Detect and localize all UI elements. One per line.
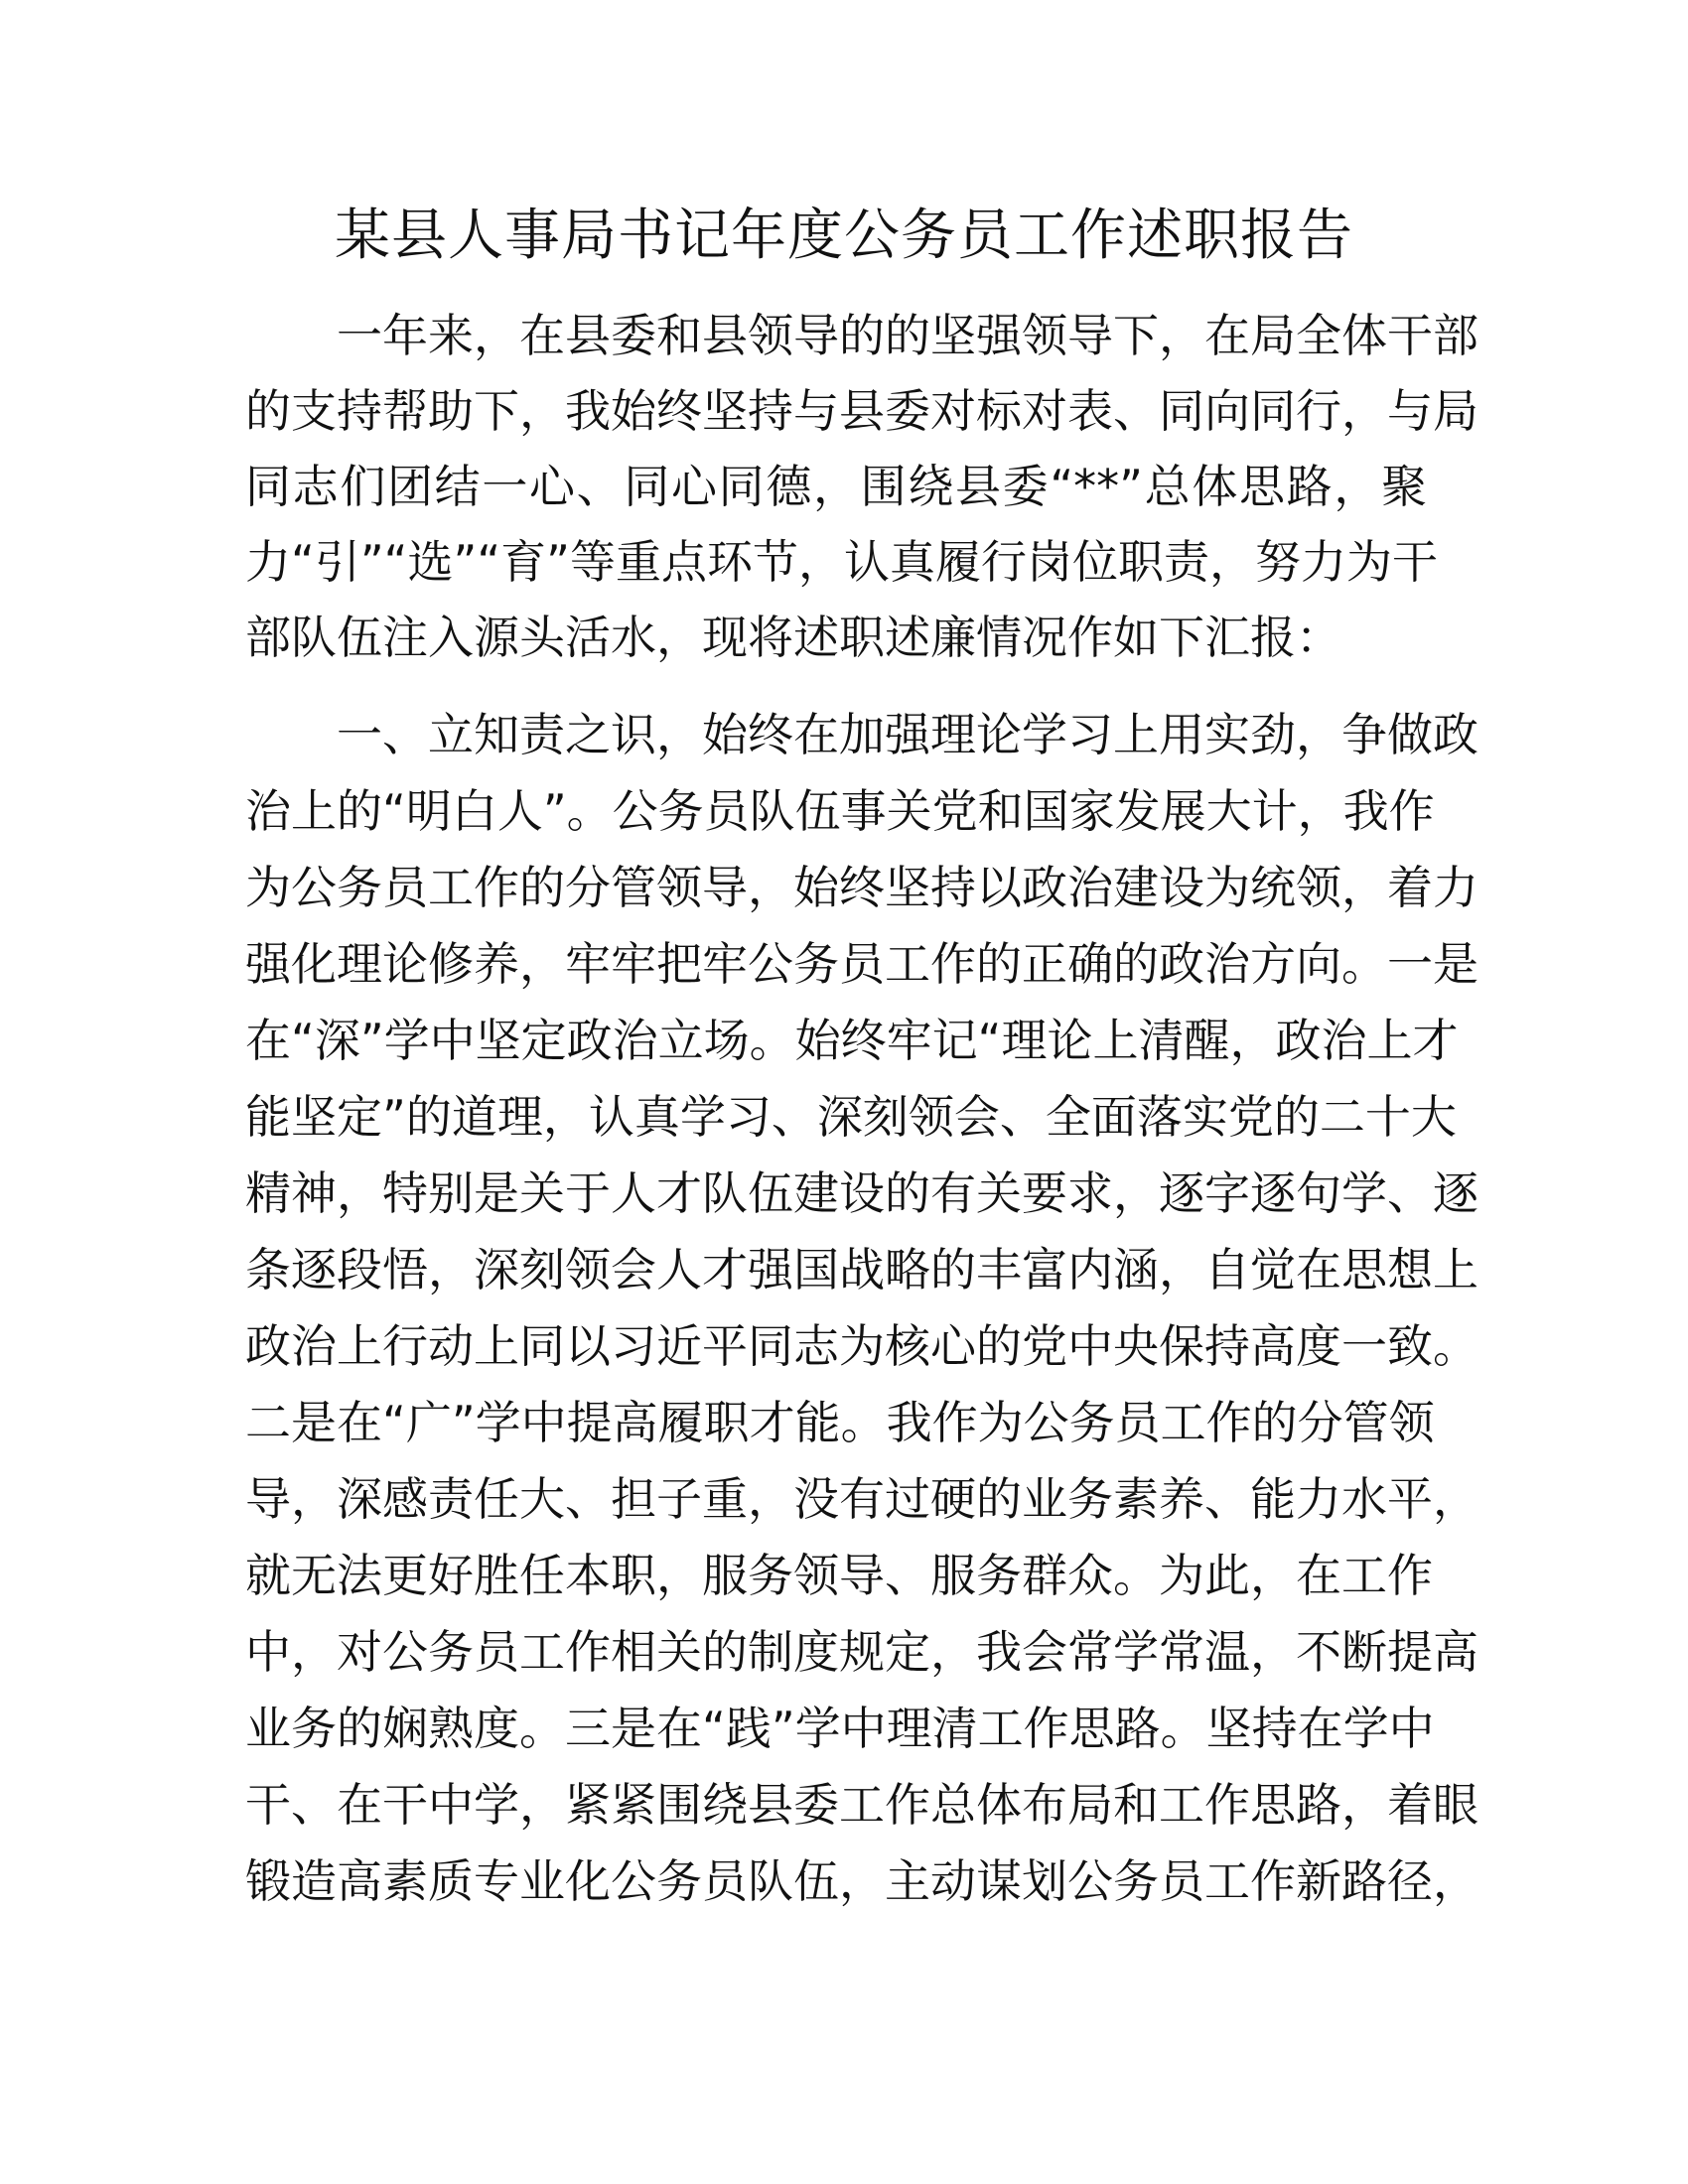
- text-line: 能坚定”的道理，认真学习、深刻领会、全面落实党的二十大: [245, 1090, 1457, 1144]
- text-line: 强化理论修养，牢牢把牢公务员工作的正确的政治方向。一是: [245, 937, 1478, 991]
- text-line: 政治上行动上同以习近平同志为核心的党中央保持高度一致。: [245, 1319, 1478, 1373]
- text-line: 为公务员工作的分管领导，始终坚持以政治建设为统领，着力: [245, 861, 1478, 914]
- text-line: 力“引”“选”“育”等重点环节，认真履行岗位职责，努力为干: [245, 535, 1438, 589]
- text-line: 在“深”学中坚定政治立场。始终牢记“理论上清醒，政治上才: [245, 1014, 1459, 1067]
- text-line: 部队伍注入源头活水，现将述职述廉情况作如下汇报：: [245, 611, 1341, 664]
- text-line: 二是在“广”学中提高履职才能。我作为公务员工作的分管领: [245, 1396, 1435, 1449]
- paragraph-intro: [245, 298, 1478, 675]
- text-line: 同志们团结一心、同心同德，围绕县委“**”总体思路，聚: [245, 460, 1427, 513]
- paragraph-section-one: [245, 697, 1478, 1920]
- text-line: 干、在干中学，紧紧围绕县委工作总体布局和工作思路，着眼: [245, 1778, 1478, 1832]
- text-line: 中，对公务员工作相关的制度规定，我会常学常温，不断提高: [245, 1625, 1478, 1679]
- text-line: 一、立知责之识，始终在加强理论学习上用实劲，争做政: [337, 708, 1478, 761]
- text-line: 治上的“明白人”。公务员队伍事关党和国家发展大计，我作: [245, 784, 1435, 838]
- text-line: 锻造高素质专业化公务员队伍，主动谋划公务员工作新路径，: [245, 1854, 1478, 1908]
- text-line: 条逐段悟，深刻领会人才强国战略的丰富内涵，自觉在思想上: [245, 1243, 1478, 1297]
- text-line: 一年来，在县委和县领导的的坚强领导下，在局全体干部: [337, 309, 1478, 362]
- document-title: 某县人事局书记年度公务员工作述职报告: [335, 204, 1353, 268]
- text-line: 精神，特别是关于人才队伍建设的有关要求，逐字逐句学、逐: [245, 1166, 1478, 1220]
- text-line: 的支持帮助下，我始终坚持与县委对标对表、同向同行，与局: [245, 384, 1478, 438]
- text-line: 就无法更好胜任本职，服务领导、服务群众。为此，在工作: [245, 1549, 1433, 1602]
- text-line: 业务的娴熟度。三是在“践”学中理清工作思路。坚持在学中: [245, 1702, 1435, 1755]
- text-line: 导，深感责任大、担子重，没有过硬的业务素养、能力水平，: [245, 1472, 1478, 1526]
